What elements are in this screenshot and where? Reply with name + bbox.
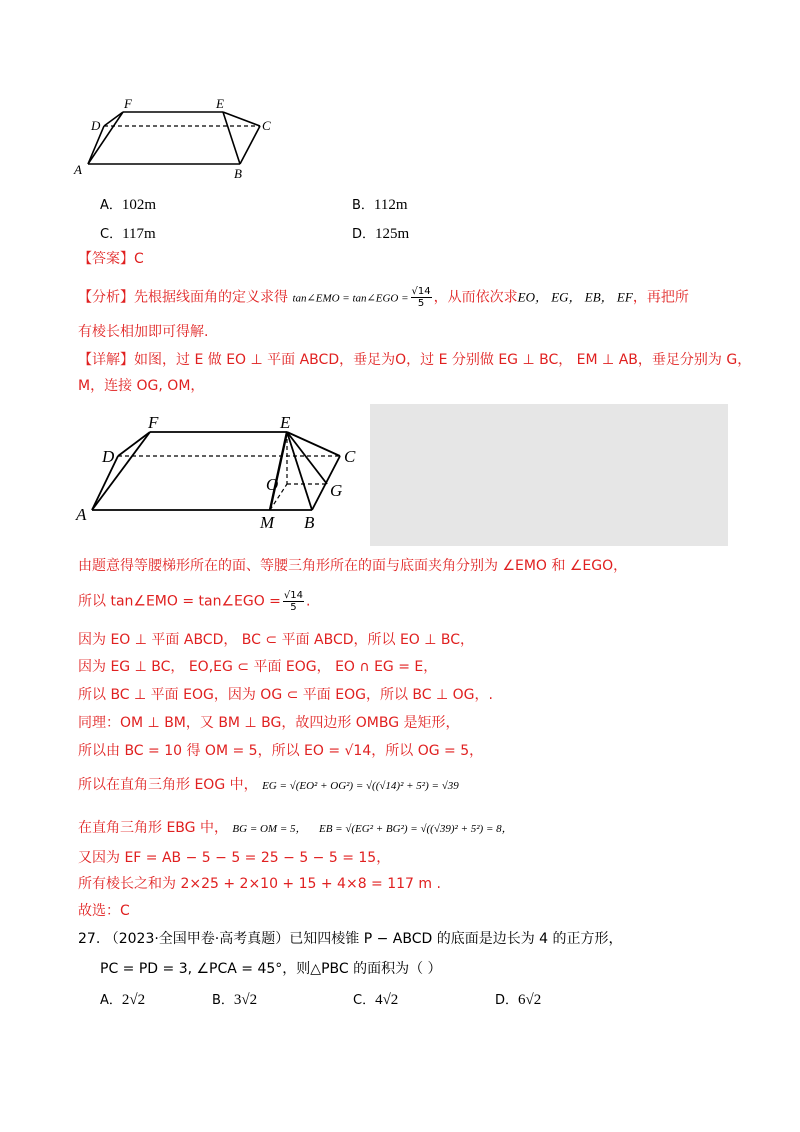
q27-option-d-value: 6√2 — [518, 992, 542, 1008]
fig2-label-F: F — [148, 413, 159, 432]
analysis-fraction — [411, 286, 432, 309]
analysis-formula: tan∠EMO = tan∠EGO = — [292, 292, 409, 305]
fig1-label-E: E — [216, 96, 224, 111]
solution-s9-eb: EB = √(EG² + BG²) = √((√39)² + 5²) = 8， — [318, 823, 513, 835]
figure-2-solid-with-heights — [72, 410, 372, 536]
solution-s2-num: √14 — [283, 590, 304, 601]
fig1-label-D: D — [91, 118, 101, 133]
solution-s9-pre: 在直角三角形 EBG 中， — [78, 820, 228, 836]
fig2-label-A: A — [76, 505, 87, 524]
figure-1-trapezoid-solid — [70, 94, 290, 184]
analysis-line-2: 有棱长相加即可得解. — [78, 324, 209, 340]
fig1-label-B: B — [234, 166, 242, 181]
solution-s2-fraction — [283, 590, 304, 613]
analysis-line-1 — [78, 286, 689, 309]
question-27-source: （2023·全国甲卷·高考真题） — [104, 931, 290, 947]
fig1-label-C: C — [262, 118, 271, 133]
solution-line-2 — [78, 590, 310, 613]
solution-s2-post: . — [306, 593, 311, 610]
solution-line-7: 所以由 BC = 10 得 OM = 5，所以 EO = √14，所以 OG = 5， — [78, 743, 484, 759]
analysis-frac-num: √14 — [411, 286, 431, 297]
option-c[interactable] — [100, 223, 156, 243]
solution-line-6: 同理：OM ⊥ BM，又 BM ⊥ BG，故四边形 OMBG 是矩形， — [78, 715, 460, 731]
detail-line-1 — [78, 350, 751, 370]
solution-line-1: 由题意得等腰梯形所在的面、等腰三角形所在的面与底面夹角分别为 ∠EMO 和 ∠EGO， — [78, 558, 628, 574]
fig1-label-F: F — [124, 96, 132, 111]
option-c-value: 117m — [122, 226, 156, 242]
solution-s2-den: 5 — [290, 602, 297, 613]
analysis-text-2: ，从而依次求 — [433, 289, 518, 306]
solution-s8-formula: EG = √(EO² + OG²) = √((√14)² + 5²) = √39 — [262, 780, 459, 792]
q27-option-b-label: B． — [212, 993, 234, 1008]
solution-line-9 — [78, 818, 513, 839]
option-b-value: 112m — [373, 197, 408, 213]
q27-option-c-value: 4√2 — [375, 992, 399, 1008]
solution-s9-bg: BG = OM = 5， — [232, 823, 307, 835]
solution-line-3: 因为 EO ⊥ 平面 ABCD， BC ⊂ 平面 ABCD，所以 EO ⊥ BC， — [78, 632, 475, 648]
q27-option-a-label: A． — [100, 993, 122, 1008]
option-c-label: C． — [100, 227, 123, 242]
q27-option-d[interactable] — [495, 989, 541, 1009]
answer-tag: 【答案】 — [78, 251, 134, 267]
q27-option-c-label: C． — [353, 993, 376, 1008]
fig2-label-O: O — [266, 475, 279, 494]
option-a-value: 102m — [121, 197, 157, 213]
option-d-value: 125m — [375, 226, 410, 242]
question-27-line-1 — [78, 929, 623, 949]
analysis-text-1: 先根据线面角的定义求得 — [134, 289, 288, 306]
fig2-label-E: E — [280, 413, 291, 432]
fig1-label-A: A — [74, 162, 82, 177]
answer-line — [78, 249, 144, 269]
detail-tag: 【详解】 — [78, 352, 134, 368]
q27-option-b[interactable] — [212, 989, 257, 1009]
option-d[interactable] — [352, 223, 409, 243]
q27-option-b-value: 3√2 — [233, 992, 258, 1008]
analysis-text-3: ，再把所 — [632, 289, 689, 306]
analysis-frac-den: 5 — [417, 298, 425, 309]
fig2-label-G: G — [330, 481, 343, 500]
analysis-tag: 【分析】 — [78, 289, 134, 306]
analysis-items: EO， EG， EB， EF — [517, 289, 633, 305]
detail-line-2: M，连接 OG, OM， — [78, 378, 205, 394]
solution-s8-pre: 所以在直角三角形 EOG 中， — [78, 777, 258, 793]
option-a[interactable] — [100, 194, 156, 214]
fig2-label-D: D — [102, 447, 115, 466]
q27-option-c[interactable] — [353, 989, 398, 1009]
solution-line-8 — [78, 775, 459, 796]
solution-s2-pre: 所以 tan∠EMO = tan∠EGO = — [78, 593, 281, 610]
fig2-label-B: B — [304, 513, 315, 532]
fig2-label-C: C — [344, 447, 356, 466]
answer-value: C — [134, 251, 144, 267]
solution-line-11: 所有棱长之和为 2×25 + 2×10 + 15 + 4×8 = 117 m . — [78, 876, 441, 892]
fig2-label-M: M — [260, 513, 275, 532]
solution-line-12: 故选：C — [78, 903, 130, 919]
solution-line-4: 因为 EG ⊥ BC， EO,EG ⊂ 平面 EOG， EO ∩ EG = E， — [78, 659, 438, 675]
q27-option-a-value: 2√2 — [121, 992, 146, 1008]
q27-option-a[interactable] — [100, 989, 145, 1009]
question-27-text-1: 已知四棱锥 P − ABCD 的底面是边长为 4 的正方形， — [289, 931, 623, 947]
figure-2-gray-panel — [370, 404, 728, 546]
option-a-label: A． — [100, 198, 122, 213]
q27-option-d-label: D． — [495, 993, 519, 1008]
option-b[interactable] — [352, 194, 408, 214]
solution-line-5: 所以 BC ⊥ 平面 EOG，因为 OG ⊂ 平面 EOG，所以 BC ⊥ OG，. — [78, 687, 493, 703]
option-d-label: D． — [352, 227, 376, 242]
question-27-line-2: PC = PD = 3, ∠PCA = 45°，则△PBC 的面积为（ ） — [100, 961, 442, 977]
detail-text-1: 如图，过 E 做 EO ⊥ 平面 ABCD，垂足为O，过 E 分别做 EG ⊥ BC， EM ⊥ AB，垂足分别为 G， — [134, 352, 752, 368]
question-27-number: 27. — [78, 931, 101, 947]
solution-line-10: 又因为 EF = AB − 5 − 5 = 25 − 5 − 5 = 15， — [78, 850, 391, 866]
option-b-label: B． — [352, 198, 374, 213]
